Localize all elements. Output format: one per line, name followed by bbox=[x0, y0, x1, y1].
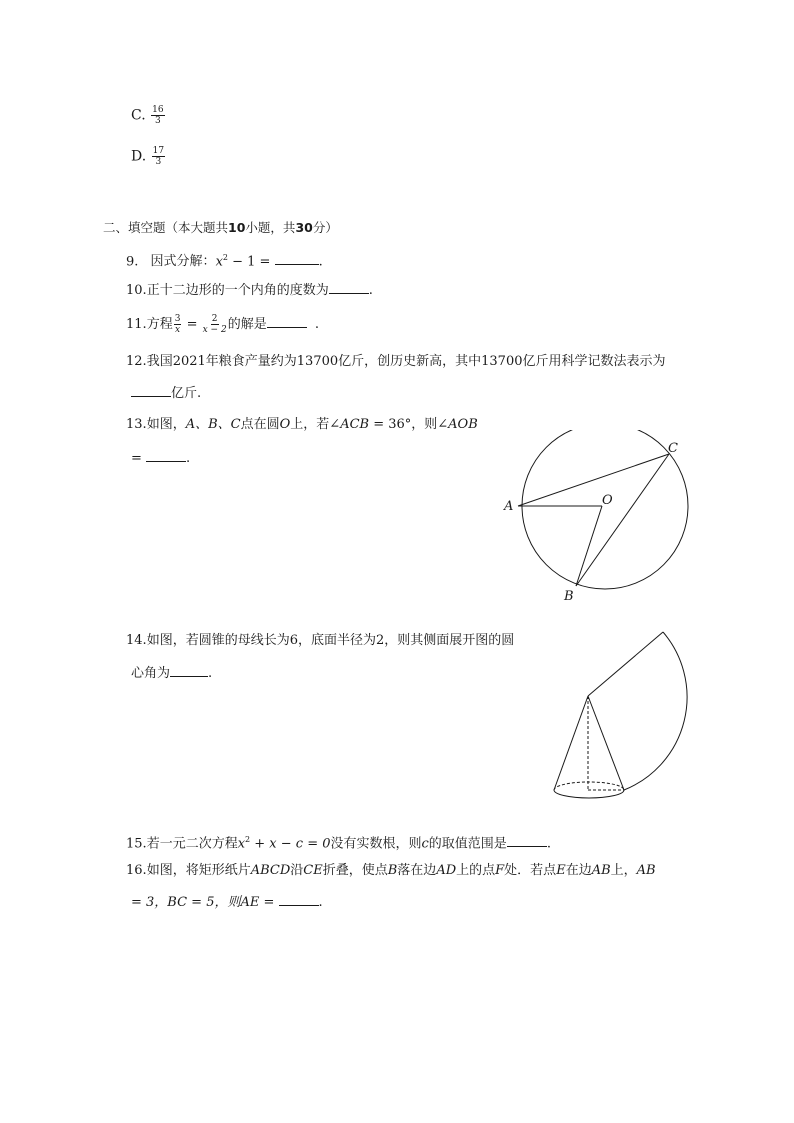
section-prefix: 二、填空题（本大题共 bbox=[103, 220, 229, 235]
q16-in-edge: 在边 bbox=[565, 863, 592, 878]
q15-c: c bbox=[421, 836, 429, 852]
option-d bbox=[131, 146, 166, 167]
q13-angle-acb: ACB bbox=[340, 417, 370, 432]
q12-number: 12. bbox=[126, 354, 147, 369]
q15-text: 若一元二次方程 bbox=[146, 836, 238, 852]
q13-answer-blank[interactable] bbox=[146, 449, 186, 462]
question-10 bbox=[126, 281, 373, 300]
q15-end: . bbox=[546, 836, 551, 852]
q9-exp: 2 bbox=[222, 253, 228, 262]
option-d-label: D. bbox=[131, 148, 147, 165]
option-c-numerator: 16 bbox=[152, 105, 164, 115]
q11-equals: = bbox=[182, 317, 202, 332]
q13-mid2: 上，若∠ bbox=[290, 417, 341, 432]
q11-answer-blank[interactable] bbox=[267, 315, 307, 328]
q16-fall: 落在边 bbox=[397, 863, 437, 878]
question-14-line-1 bbox=[126, 632, 514, 650]
q12-line2-end: 亿斤. bbox=[171, 386, 202, 401]
q11-end: . bbox=[314, 317, 319, 332]
q10-answer-blank[interactable] bbox=[329, 281, 369, 294]
q10-number: 10. bbox=[126, 283, 147, 298]
q14-line1: 如图，若圆锥的母线长为6，底面半径为2，则其侧面展开图的圆 bbox=[146, 633, 515, 648]
q9-text: 因式分解： bbox=[150, 254, 216, 270]
q16-on: 上的点 bbox=[456, 863, 496, 878]
q13-label-a: A bbox=[504, 499, 514, 514]
q14-line2: 心角为 bbox=[131, 666, 171, 681]
q16-ab2: AB bbox=[636, 863, 656, 878]
q16-ce: CE bbox=[303, 863, 323, 878]
q15-rest: + x − c = 0 bbox=[250, 836, 331, 852]
q13-number: 13. bbox=[126, 417, 147, 432]
q16-abcd: ABCD bbox=[250, 863, 291, 878]
q9-number: 9. bbox=[126, 254, 139, 270]
q14-end: . bbox=[208, 666, 213, 681]
q13-degree: = 36°，则∠ bbox=[369, 417, 449, 432]
q12-answer-blank[interactable] bbox=[131, 384, 171, 397]
question-13-line-1 bbox=[126, 416, 478, 434]
question-13-line-2 bbox=[131, 449, 190, 468]
option-c-fraction bbox=[151, 105, 164, 126]
q11-lhs-fraction bbox=[174, 314, 182, 335]
q12-line1: 我国2021年粮食产量约为13700亿斤，创历史新高，其中13700亿斤用科学记数法表示为 bbox=[146, 354, 666, 369]
q13-segment-ob bbox=[576, 506, 602, 586]
option-d-numerator: 17 bbox=[152, 146, 165, 156]
q14-base-back bbox=[554, 782, 624, 790]
q16-ad: AD bbox=[436, 863, 457, 878]
question-12-line-1 bbox=[126, 353, 665, 371]
q14-cone-right-slant bbox=[588, 696, 624, 790]
question-12-line-2 bbox=[131, 384, 201, 403]
q16-f: F bbox=[495, 863, 505, 878]
question-9 bbox=[126, 249, 323, 271]
q9-end: . bbox=[318, 254, 323, 270]
question-16-line-1 bbox=[126, 862, 656, 880]
q14-cone-figure bbox=[548, 628, 698, 803]
q13-line1: 如图， bbox=[146, 417, 186, 432]
q16-end: . bbox=[318, 895, 323, 910]
q11-rhs-denominator: x − 2 bbox=[202, 325, 227, 335]
q9-var: x bbox=[215, 254, 223, 270]
q15-number: 15. bbox=[126, 836, 147, 852]
q13-label-c: C bbox=[668, 441, 678, 456]
q11-number: 11. bbox=[126, 317, 147, 332]
q16-place: 处．若点 bbox=[504, 863, 557, 878]
q13-end: . bbox=[186, 451, 191, 466]
q16-along: 沿 bbox=[290, 863, 304, 878]
q13-chord-bc bbox=[576, 454, 669, 586]
q14-base-front bbox=[554, 790, 624, 798]
q13-circle-figure bbox=[498, 430, 698, 605]
question-11 bbox=[126, 314, 319, 335]
q11-rhs-fraction bbox=[203, 314, 227, 335]
q15-var: x bbox=[237, 836, 246, 852]
q16-ab: AB bbox=[591, 863, 611, 878]
question-15 bbox=[126, 831, 551, 853]
section-points: 30 bbox=[295, 220, 313, 235]
section-count: 10 bbox=[228, 220, 246, 235]
q9-answer-blank[interactable] bbox=[275, 252, 319, 265]
q14-sector-arc bbox=[624, 632, 687, 790]
option-d-denominator: 3 bbox=[155, 157, 162, 167]
q11-after: 的解是 bbox=[227, 317, 267, 332]
q13-label-b: B bbox=[564, 589, 574, 604]
q15-answer-blank[interactable] bbox=[507, 834, 547, 847]
q13-circle-o: O bbox=[279, 417, 291, 432]
q16-answer-blank[interactable] bbox=[279, 893, 319, 906]
q13-label-o: O bbox=[602, 493, 613, 508]
q16-e: E bbox=[556, 863, 566, 878]
section-mid: 小题，共 bbox=[245, 220, 296, 235]
q13-line2: = bbox=[131, 451, 142, 466]
option-c-label: C. bbox=[131, 107, 146, 124]
q11-lhs-denominator: x bbox=[175, 325, 181, 335]
q11-text: 方程 bbox=[146, 317, 173, 332]
question-16-line-2 bbox=[131, 893, 323, 912]
section-heading bbox=[103, 218, 338, 236]
option-c-denominator: 3 bbox=[154, 116, 161, 126]
q14-cone-left-slant bbox=[554, 696, 588, 790]
q15-after: 没有实数根，则 bbox=[330, 836, 422, 852]
q13-circle bbox=[522, 430, 688, 589]
q14-number: 14. bbox=[126, 633, 147, 648]
q16-number: 16. bbox=[126, 863, 147, 878]
q16-up: 上， bbox=[610, 863, 637, 878]
option-d-fraction bbox=[152, 146, 165, 167]
q13-mid: 点在圆 bbox=[240, 417, 280, 432]
section-suffix: 分） bbox=[312, 220, 338, 235]
q15-exp: 2 bbox=[245, 835, 251, 844]
q10-end: . bbox=[368, 283, 373, 298]
q13-chord-ac bbox=[518, 454, 669, 506]
q15-after2: 的取值范围是 bbox=[428, 836, 507, 852]
q16-line1a: 如图，将矩形纸片 bbox=[146, 863, 251, 878]
q14-sector-radius bbox=[588, 632, 663, 696]
q11-lhs-numerator: 3 bbox=[174, 314, 181, 324]
q11-rhs-numerator: 2 bbox=[211, 314, 218, 324]
q16-b: B bbox=[387, 863, 398, 878]
q16-fold: 折叠，使点 bbox=[322, 863, 388, 878]
option-c bbox=[131, 105, 166, 126]
q16-line2: = 3，BC = 5，则AE = bbox=[131, 895, 275, 910]
q14-answer-blank[interactable] bbox=[170, 664, 208, 677]
question-14-line-2 bbox=[131, 664, 212, 683]
q13-points: A、B、C bbox=[185, 417, 241, 432]
q9-rest: − 1 = bbox=[228, 254, 271, 270]
q10-text: 正十二边形的一个内角的度数为 bbox=[146, 283, 329, 298]
q13-angle-aob: AOB bbox=[448, 417, 478, 432]
